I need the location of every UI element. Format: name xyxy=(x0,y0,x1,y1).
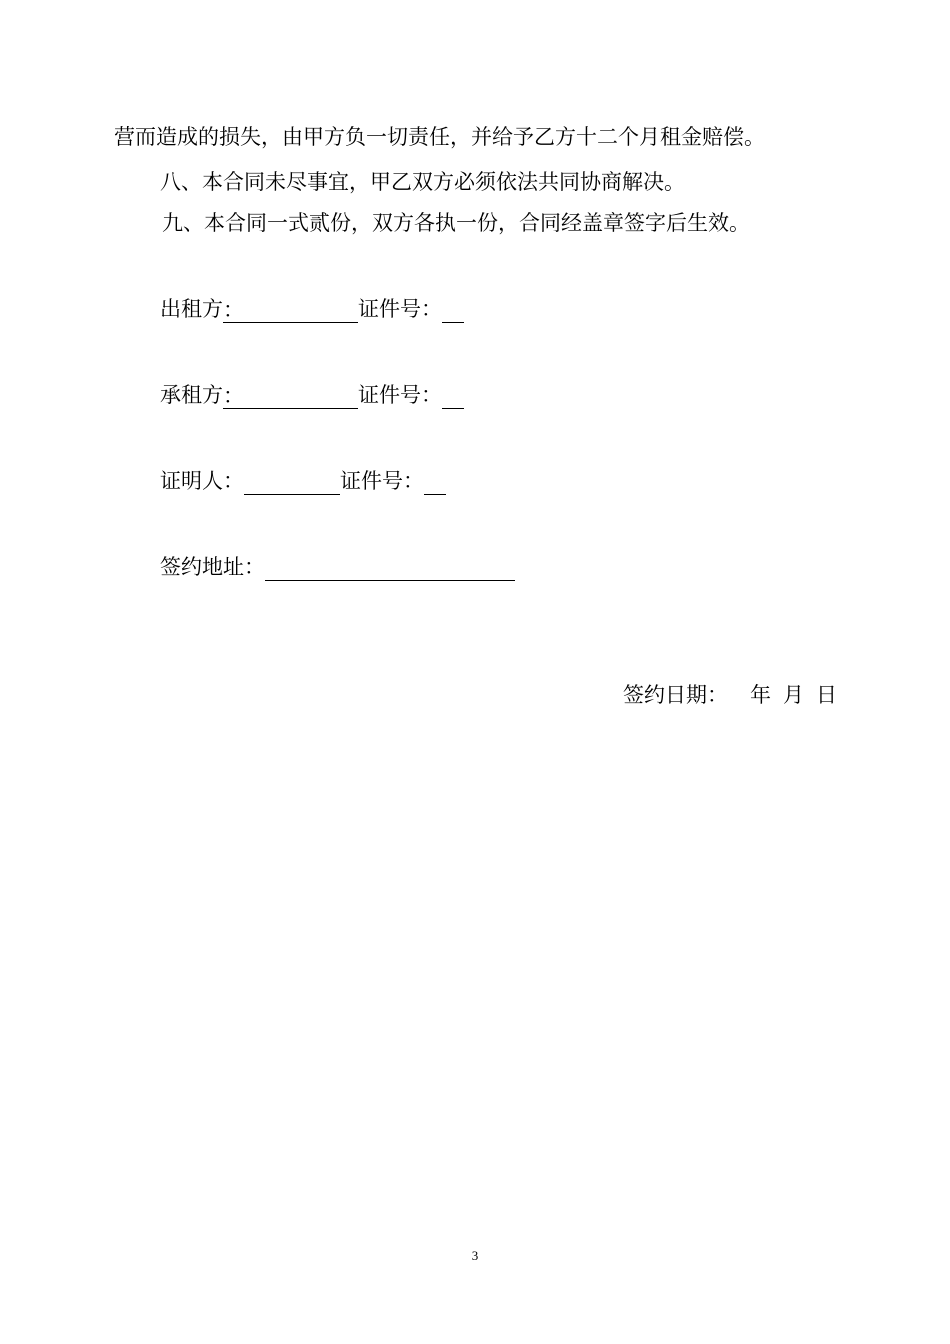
date-label: 签约日期： xyxy=(623,683,728,707)
lessor-id-colon: ： xyxy=(421,297,442,321)
lessor-colon: ： xyxy=(223,298,244,322)
date-year: 年 xyxy=(750,683,771,707)
paragraph-continuation: 营而造成的损失，由甲方负一切责任，并给予乙方十二个月租金赔偿。 xyxy=(114,125,765,149)
witness-id-blank[interactable] xyxy=(424,494,446,495)
clause-eight: 八、本合同未尽事宜，甲乙双方必须依法共同协商解决。 xyxy=(160,170,685,194)
date-day: 日 xyxy=(816,683,837,707)
address-label: 签约地址： xyxy=(160,555,265,579)
lessee-row xyxy=(160,381,464,409)
address-blank[interactable] xyxy=(265,556,515,581)
witness-label: 证明人： xyxy=(160,469,244,493)
lessee-id-label: 证件号 xyxy=(358,383,421,407)
lessor-row xyxy=(160,295,464,323)
witness-row xyxy=(160,467,446,495)
lessor-label: 出租方 xyxy=(160,297,223,321)
lessee-colon: ： xyxy=(223,384,244,408)
date-month: 月 xyxy=(783,683,804,707)
clause-nine: 九、本合同一式贰份，双方各执一份，合同经盖章签字后生效。 xyxy=(162,211,750,235)
witness-signature-blank[interactable] xyxy=(244,470,340,495)
lessor-signature-blank[interactable] xyxy=(244,298,358,323)
lessee-id-colon: ： xyxy=(421,383,442,407)
lessee-signature-blank[interactable] xyxy=(244,384,358,409)
witness-id-label: 证件号 xyxy=(340,469,403,493)
lessor-id-label: 证件号 xyxy=(358,297,421,321)
witness-id-colon: ： xyxy=(403,469,424,493)
lessee-id-blank[interactable] xyxy=(442,408,464,409)
page-number: 3 xyxy=(471,1248,479,1263)
lessee-label: 承租方 xyxy=(160,383,223,407)
address-row xyxy=(160,553,515,581)
signing-date xyxy=(623,681,837,709)
lessor-id-blank[interactable] xyxy=(442,322,464,323)
